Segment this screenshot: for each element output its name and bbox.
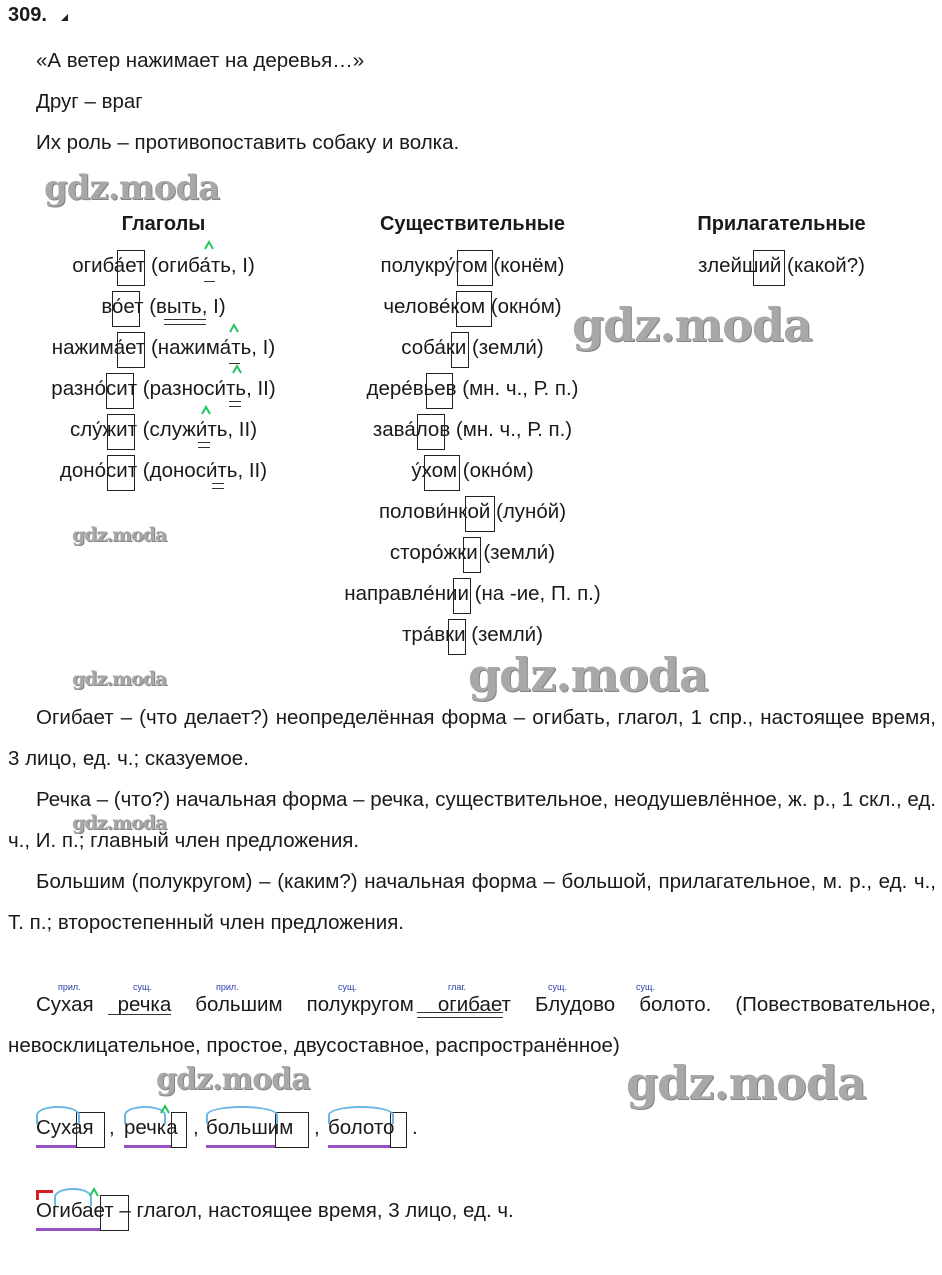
noun-item: сторо́жки (земли́): [389, 541, 556, 564]
ending-underline: [204, 281, 215, 282]
noun-item: зава́лов (мн. ч., Р. п.): [372, 418, 573, 441]
noun-item: соба́ки (земли́): [401, 336, 544, 359]
header-nouns: Существительные: [379, 213, 565, 235]
morphemic-word: болото: [328, 1116, 395, 1139]
word-base-line: [124, 1145, 171, 1148]
predicate-underline: [417, 1012, 503, 1018]
pos-tag: сущ.: [338, 982, 357, 992]
intro-line-2: Друг – враг: [36, 90, 143, 113]
ending-box: [426, 373, 453, 409]
analysis-paragraph: Огибает – (что делает?) неопределённая форма – огибать, глагол, 1 спр., настоящее время, 3 лицо, ед. ч.; сказуемое.: [8, 706, 936, 770]
ending-box: [448, 619, 466, 655]
watermark: gdz.moda: [626, 1056, 866, 1110]
pos-tag: сущ.: [548, 982, 567, 992]
word-base-line: [328, 1145, 390, 1148]
morphemic-word: Сухая: [36, 1116, 94, 1139]
noun-item: тра́вки (земли́): [402, 623, 543, 646]
suffix-caret-icon: [201, 405, 211, 415]
analysis-paragraph: Речка – (что?) начальная форма – речка, существительное, неодушевлённое, ж. р., 1 скл., ед. ч., И. п.; главный член предложения.: [8, 788, 936, 852]
word-base-line: [206, 1145, 275, 1148]
subject-underline: [108, 1014, 171, 1015]
ending-box: [456, 291, 492, 327]
ending-box: [453, 578, 471, 614]
noun-item: челове́ком (окно́м): [383, 295, 562, 318]
watermark: gdz.moda: [72, 812, 167, 834]
ending-box: [463, 537, 481, 573]
suffix-caret-icon: [232, 364, 242, 374]
noun-item: у́хом (окно́м): [411, 459, 534, 482]
final-description: – глагол, настоящее время, 3 лицо, ед. ч.: [113, 1199, 514, 1222]
analysis-paragraph: Большим (полукругом) – (каким?) начальная форма – большой, прилагательное, м. р., ед. ч., Т. п.; второстепенный член предложения.: [8, 870, 936, 934]
suffix-caret-icon: [160, 1104, 170, 1114]
suffix-caret-icon: [204, 240, 214, 250]
ending-box: [275, 1112, 309, 1148]
verb-item: нажима́ет (нажима́ть, I): [51, 336, 276, 359]
root-arc-icon: [328, 1106, 394, 1124]
pos-tag: прил.: [216, 982, 239, 992]
watermark: gdz.moda: [572, 298, 812, 352]
pos-tag: глаг.: [448, 982, 467, 992]
ending-box: [106, 373, 134, 409]
ending-underline: [212, 483, 224, 489]
final-word: Огибает: [36, 1199, 114, 1222]
comma: ,: [193, 1116, 199, 1139]
ending-box: [112, 291, 140, 327]
watermark: gdz.moda: [156, 1062, 310, 1097]
watermark: gdz.moda: [468, 648, 708, 702]
ending-box: [76, 1112, 105, 1148]
exercise-number: 309.: [8, 4, 47, 26]
ending-underline: [229, 363, 240, 364]
pos-tag: сущ.: [133, 982, 152, 992]
prefix-mark-icon: [36, 1190, 53, 1200]
comma: ,: [109, 1116, 115, 1139]
pos-tag: прил.: [58, 982, 81, 992]
root-arc-icon: [36, 1106, 80, 1124]
intro-line-1: «А ветер нажимает на деревья…»: [36, 49, 365, 72]
ending-box: [107, 455, 135, 491]
verb-item: доно́сит (доноси́ть, II): [59, 459, 268, 482]
watermark: gdz.moda: [72, 668, 167, 690]
adjective-item: злейший (какой?): [698, 254, 865, 277]
ending-box: [465, 496, 495, 532]
suffix-caret-icon: [89, 1187, 99, 1197]
noun-item: полови́нкой (луно́й): [378, 500, 567, 523]
ending-underline: [198, 442, 210, 448]
morphemic-word: большим: [206, 1116, 294, 1139]
word-base-line: [36, 1228, 100, 1231]
ending-box: [171, 1112, 187, 1148]
ending-underline: [164, 319, 206, 325]
header-verbs: Глаголы: [121, 213, 206, 235]
noun-item: направле́нии (на -ие, П. п.): [344, 582, 601, 605]
ending-box: [451, 332, 469, 368]
morphemic-word: речка: [124, 1116, 178, 1139]
sentence-text: Сухая речка большим полукругом огибает Блудово болото. (Повествовательное, невосклицательное, простое, двусоставное, распространённое): [8, 993, 936, 1057]
verb-item: во́ет (выть, I): [101, 295, 226, 318]
period: .: [412, 1116, 418, 1139]
verb-item: слу́жит (служи́ть, II): [69, 418, 258, 441]
ending-box: [457, 250, 493, 286]
verb-item: огиба́ет (огиба́ть, I): [72, 254, 255, 277]
ending-box: [424, 455, 460, 491]
ending-box: [417, 414, 445, 450]
comma: ,: [314, 1116, 320, 1139]
root-arc-icon: [54, 1188, 92, 1206]
ending-box: [117, 332, 145, 368]
noun-item: дере́вьев (мн. ч., Р. п.): [366, 377, 579, 400]
root-arc-icon: [206, 1106, 278, 1124]
watermark: gdz.moda: [72, 524, 167, 546]
word-base-line: [36, 1145, 76, 1148]
ending-box: [100, 1195, 129, 1231]
pos-tag: сущ.: [636, 982, 655, 992]
watermark: gdz.moda: [44, 168, 220, 208]
pen-mark-icon: [60, 12, 70, 22]
noun-item: полукру́гом (конём): [380, 254, 565, 277]
ending-box: [753, 250, 785, 286]
verb-item: разно́сит (разноси́ть, II): [51, 377, 276, 400]
ending-underline: [229, 401, 241, 407]
intro-line-3: Их роль – противопоставить собаку и волка.: [36, 131, 460, 154]
header-adjectives: Прилагательные: [697, 213, 866, 235]
ending-box: [117, 250, 145, 286]
suffix-caret-icon: [229, 323, 239, 333]
ending-box: [107, 414, 135, 450]
